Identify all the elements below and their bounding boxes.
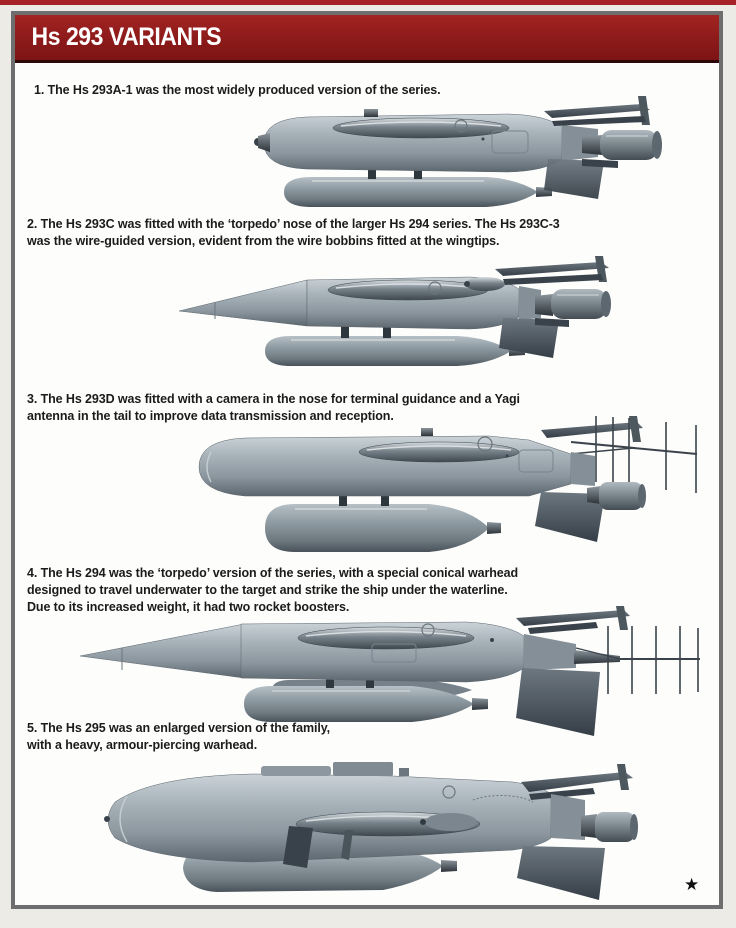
figure-hs293c [173,256,625,378]
caption-line: 3. The Hs 293D was fitted with a camera in the nose for terminal guidance and a Yagi [27,392,520,406]
caption-hs295 [27,720,330,754]
caption-line: 2. The Hs 293C was fitted with the ‘torpedo’ nose of the larger Hs 294 series. The Hs 293C-3 [27,217,560,231]
figure-hs295 [93,760,638,905]
caption-line: was the wire-guided version, evident from the wire bobbins fitted at the wingtips. [27,234,500,248]
page-panel [11,11,723,909]
caption-line: 5. The Hs 295 was an enlarged version of the family, [27,721,331,735]
caption-line: designed to travel underwater to the target and strike the ship under the waterline. [27,583,508,597]
caption-line: Due to its increased weight, it had two rocket boosters. [27,600,350,614]
star-icon: ★ [684,875,700,894]
caption-line: 4. The Hs 294 was the ‘torpedo’ version of the series, with a special conical warhead [27,566,518,580]
top-red-strip [0,0,736,5]
caption-line: 1. The Hs 293A-1 was the most widely produced version of the series. [34,83,441,97]
caption-line: with a heavy, armour-piercing warhead. [27,738,258,752]
figure-hs293a1 [246,95,666,213]
hs293a1-illustration [246,95,666,213]
caption-line: antenna in the tail to improve data transmission and reception. [27,409,394,423]
hs295-illustration [93,760,638,905]
hs293d-illustration [189,408,703,558]
hs293c-illustration [173,256,625,378]
figure-hs293d [189,408,703,558]
header-bar [15,15,719,63]
page-title: Hs 293 VARIANTS [31,23,222,51]
caption-hs293c [27,216,560,250]
